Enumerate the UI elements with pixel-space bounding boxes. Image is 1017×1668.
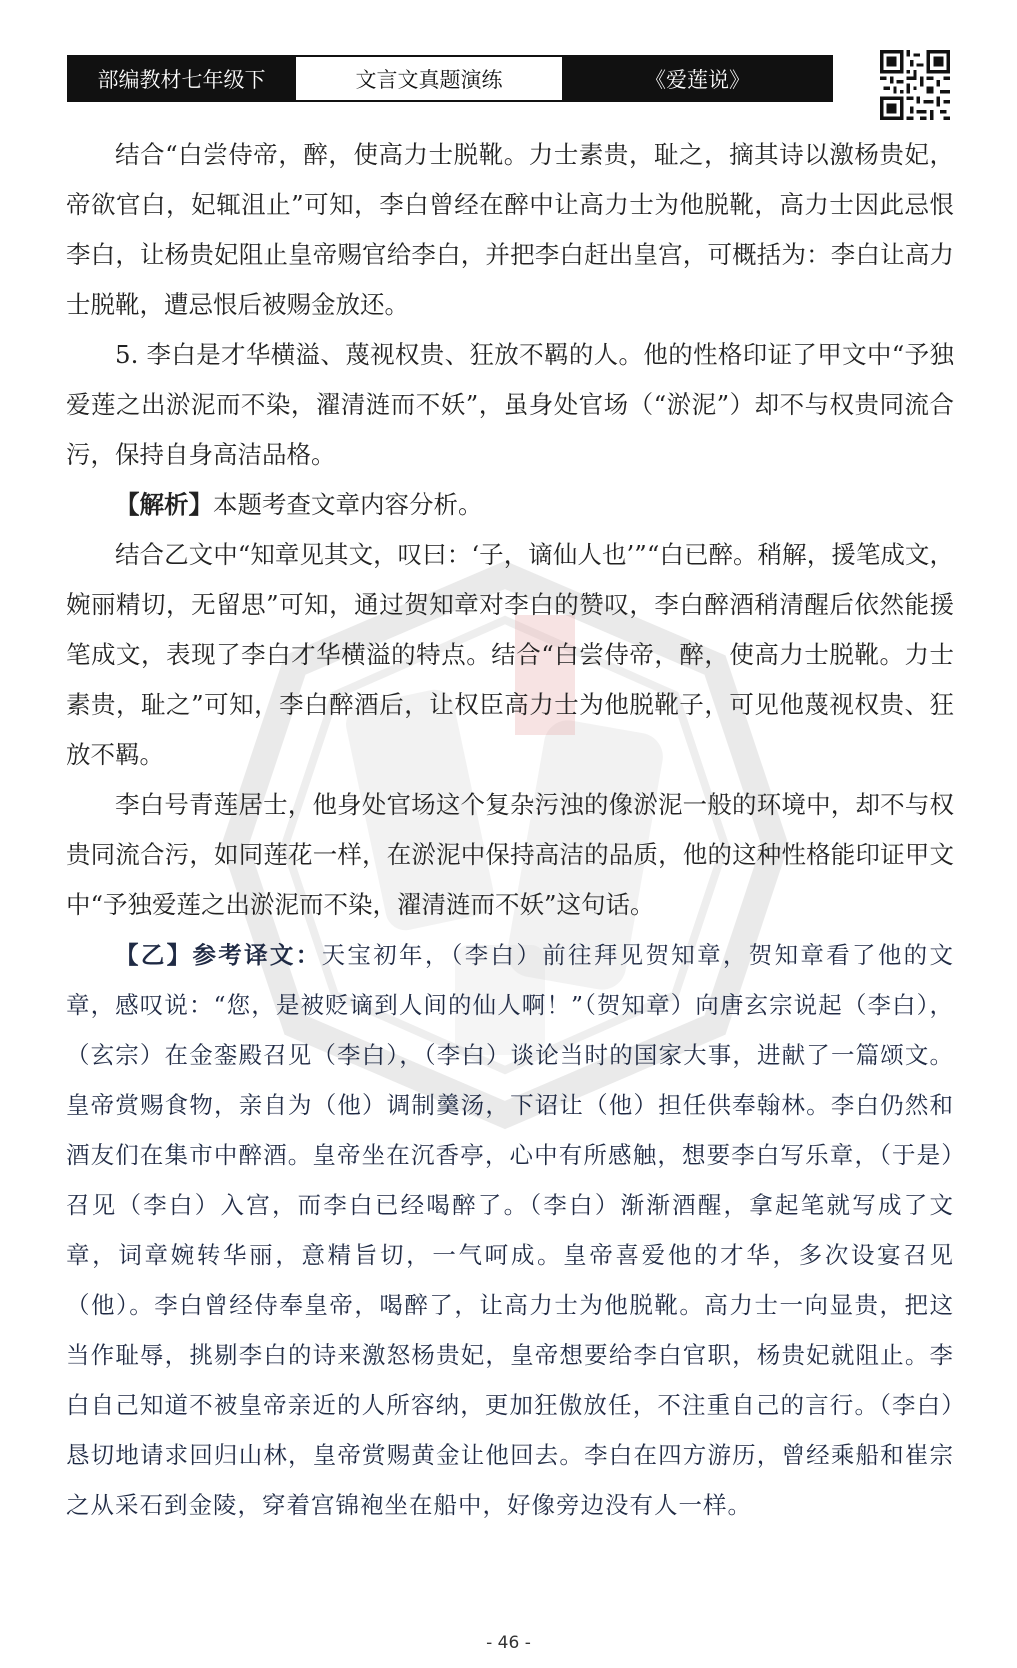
paragraph-translation xyxy=(66,930,954,1530)
paragraph-analysis-summary: 结合“白尝侍帝，醉，使高力士脱靴。力士素贵，耻之，摘其诗以激杨贵妃，帝欲官白，妃辄沮止”可知，李白曾经在醉中让高力士为他脱靴，高力士因此忌恨李白，让杨贵妃阻止皇帝赐官给李白，并把李白赶出皇宫，可概括为：李白让高力士脱靴，遭忌恨后被赐金放还。 xyxy=(66,140,954,319)
analysis-label: 【解析】 xyxy=(115,490,213,519)
analysis-text: 本题考查文章内容分析。 xyxy=(213,490,483,519)
document-body xyxy=(66,130,954,1530)
header-section-title: 文言文真题演练 xyxy=(294,57,564,100)
translation-text: 天宝初年，（李白）前往拜见贺知章，贺知章看了他的文章，感叹说：“您，是被贬谪到人间的仙人啊！”（贺知章）向唐玄宗说起（李白），（玄宗）在金銮殿召见（李白），（李白）谈论当时的国家大事，进献了一篇颂文。皇帝赏赐食物，亲自为（他）调制羹汤，下诏让（他）担任供奉翰林。李白仍然和酒友们在集市中醉酒。皇帝坐在沉香亭，心中有所感触，想要李白写乐章，（于是）召见（李白）入宫，而李白已经喝醉了。（李白）渐渐酒醒，拿起笔就写成了文章，词章婉转华丽，意精旨切，一气呵成。皇帝喜爱他的才华，多次设宴召见（他）。李白曾经侍奉皇帝，喝醉了，让高力士为他脱靴。高力士一向显贵，把这当作耻辱，挑剔李白的诗来激怒杨贵妃，皇帝想要给李白官职，杨贵妃就阻止。李白自己知道不被皇帝亲近的人所容纳，更加狂傲放任，不注重自己的言行。（李白）恳切地请求回归山林，皇帝赏赐黄金让他回去。李白在四方游历，曾经乘船和崔宗之从采石到金陵，穿着宫锦袍坐在船中，好像旁边没有人一样。 xyxy=(66,941,954,1519)
translation-label: 【乙】参考译文： xyxy=(115,941,322,969)
paragraph-answer-5: 5. 李白是才华横溢、蔑视权贵、狂放不羁的人。他的性格印证了甲文中“予独爱莲之出淤泥而不染，濯清涟而不妖”，虽身处官场（“淤泥”）却不与权贵同流合污，保持自身高洁品格。 xyxy=(66,340,954,469)
page-number: - 46 - xyxy=(486,1633,531,1653)
paragraph-analysis-heading xyxy=(66,480,954,530)
header-grade-label: 部编教材七年级下 xyxy=(69,57,294,100)
paragraph-analysis-conclusion: 李白号青莲居士，他身处官场这个复杂污浊的像淤泥一般的环境中，却不与权贵同流合污，如同莲花一样，在淤泥中保持高洁的品质，他的这种性格能印证甲文中“予独爱莲之出淤泥而不染，濯清涟而不妖”这句话。 xyxy=(66,790,954,919)
header-lesson-title: 《爱莲说》 xyxy=(564,57,831,100)
qr-code-icon xyxy=(880,50,950,120)
paragraph-analysis-detail: 结合乙文中“知章见其文，叹曰：‘子，谪仙人也’”“白已醉。稍解，援笔成文，婉丽精切，无留思”可知，通过贺知章对李白的赞叹，李白醉酒稍清醒后依然能援笔成文，表现了李白才华横溢的特点。结合“白尝侍帝，醉，使高力士脱靴。力士素贵，耻之”可知，李白醉酒后，让权臣高力士为他脱靴子，可见他蔑视权贵、狂放不羁。 xyxy=(66,540,954,769)
page-header xyxy=(67,55,833,102)
